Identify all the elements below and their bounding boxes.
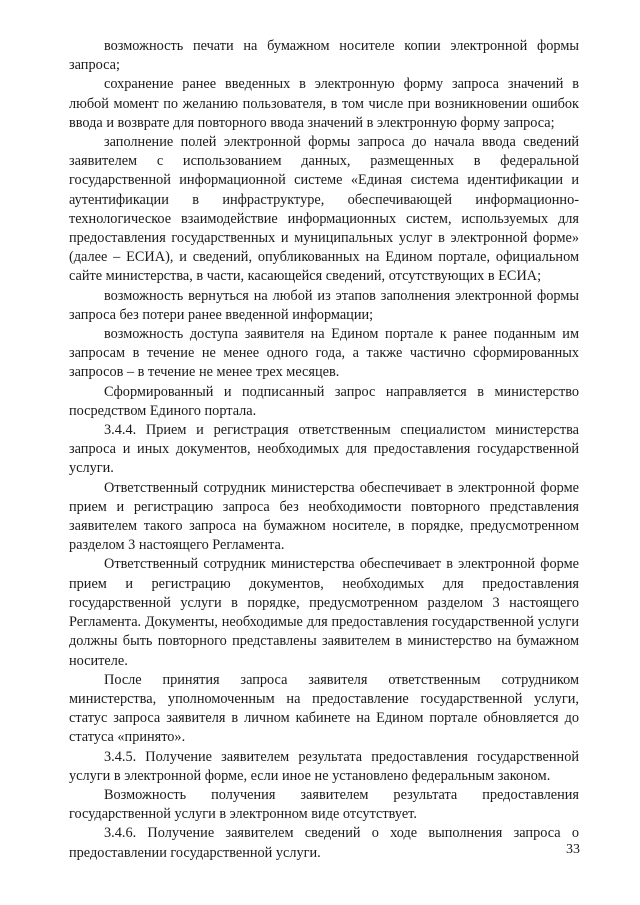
paragraph-print-copy: возможность печати на бумажном носителе копии электронной формы запроса;	[69, 38, 579, 74]
section-3-4-5-heading: 3.4.5. Получение заявителем результата предоставления государственной услуги в электронной форме, если иное не установлено федеральным законом.	[69, 748, 579, 784]
paragraph-access-requests: возможность доступа заявителя на Едином портале к ранее поданным им запросам в течение не менее одного года, а также частично сформированных запросов – в течение не менее трех месяцев.	[69, 326, 579, 381]
paragraph-registration-documents: Ответственный сотрудник министерства обеспечивает в электронной форме прием и регистрацию документов, необходимых для предоставления государственной услуги в порядке, предусмотренном разделом 3 настоящего Регламента. Документы, необходимые для предоставления государственной услуги должны быть повторного представлены заявителем в министерство на бумажном носителе.	[69, 556, 579, 669]
section-3-4-4-heading: 3.4.4. Прием и регистрация ответственным специалистом министерства запроса и иных документов, необходимых для предоставления государственной услуги.	[69, 422, 579, 477]
document-page	[69, 37, 579, 863]
paragraph-save-values: сохранение ранее введенных в электронную форму запроса значений в любой момент по желанию пользователя, в том числе при возникновении ошибок ввода и возврате для повторного ввода значений в электронную форму запроса;	[69, 76, 579, 131]
paragraph-registration-request: Ответственный сотрудник министерства обеспечивает в электронной форме прием и регистрацию запроса без необходимости повторного представления заявителем такого запроса на бумажном носителе, в порядке, предусмотренном разделом 3 настоящего Регламента.	[69, 479, 579, 554]
paragraph-no-electronic-result: Возможность получения заявителем результата предоставления государственной услуги в электронном виде отсутствует.	[69, 786, 579, 823]
paragraph-status-accepted: После принятия запроса заявителя ответственным сотрудником министерства, уполномоченным на предоставление государственной услуги, статус запроса заявителя в личном кабинете на Едином портале обновляется до статуса «принято».	[69, 671, 579, 746]
section-3-4-6-heading: 3.4.6. Получение заявителем сведений о ходе выполнения запроса о предоставлении государственной услуги.	[69, 825, 579, 861]
paragraph-request-sent: Сформированный и подписанный запрос направляется в министерство посредством Единого портала.	[69, 383, 579, 419]
paragraph-esia-fill: заполнение полей электронной формы запроса до начала ввода сведений заявителем с использованием данных, размещенных в федеральной государственной информационной системе «Единая система идентификации и аутентификации в инфраструктуре, обеспечивающей информационно-технологическое взаимодействие информационных систем, используемых для предоставления государственных и муниципальных услуг в электронной форме» (далее – ЕСИА), и сведений, опубликованных на Едином портале, официальном сайте министерства, в части, касающейся сведений, отсутствующих в ЕСИА;	[69, 134, 579, 285]
paragraph-return-step: возможность вернуться на любой из этапов заполнения электронной формы запроса без потери ранее введенной информации;	[69, 287, 579, 323]
page-number: 33	[566, 842, 580, 857]
